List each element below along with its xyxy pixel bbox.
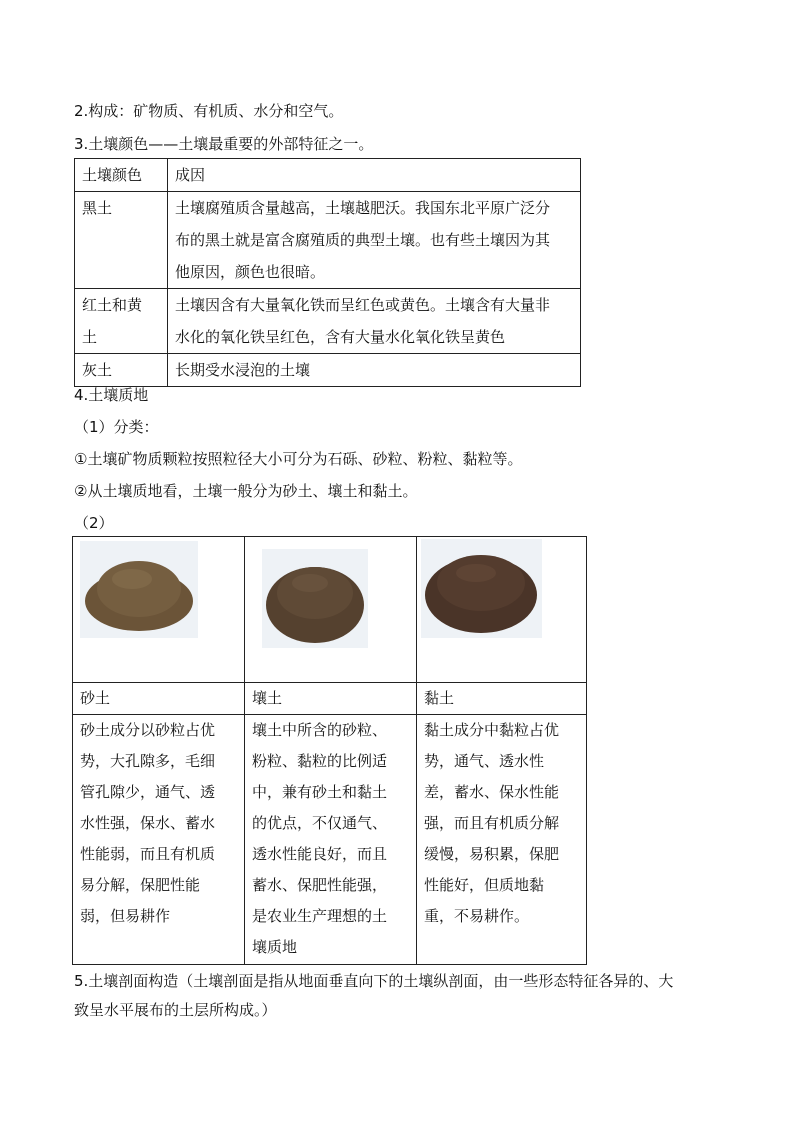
cell-line: 他原因，颜色也很暗。 (175, 263, 326, 281)
soil-name-cell: 黏土 (417, 683, 587, 715)
cell-line: 是农业生产理想的土 (252, 907, 388, 925)
soil-highlight (112, 569, 152, 589)
cell-line: 强，而且有机质分解 (424, 814, 560, 832)
header-cell: 成因 (168, 159, 581, 192)
cell-line: 土壤因含有大量氧化铁而呈红色或黄色。土壤含有大量非 (175, 296, 551, 314)
cause-cell (168, 289, 581, 354)
soil-pile-top (437, 555, 525, 611)
soil-highlight (456, 564, 496, 582)
cause-cell (168, 354, 581, 387)
color-cell (75, 289, 168, 354)
soil-desc-cell (245, 715, 417, 965)
cell-line: 缓慢，易积累，保肥 (424, 845, 560, 863)
cell-line: 透水性能良好，而且 (252, 845, 388, 863)
color-cell (75, 354, 168, 387)
cell-line: 中，兼有砂土和黏土 (252, 783, 388, 801)
cell-line: 土壤腐殖质含量越高，土壤越肥沃。我国东北平原广泛分 (175, 199, 551, 217)
color-heading: 3.土壤颜色——土壤最重要的外部特征之一。 (74, 135, 374, 153)
soil-color-table (74, 158, 581, 387)
cell-line: 壤土中所含的砂粒、 (252, 721, 388, 739)
table-header-row (75, 159, 581, 192)
cell-line: 性能好，但质地黏 (424, 876, 545, 894)
soil-desc-cell (417, 715, 587, 965)
cause-cell (168, 192, 581, 289)
texture-heading: 4.土壤质地 (74, 386, 149, 404)
cell-line: 水性强，保水、蓄水 (80, 814, 216, 832)
table-header-row (73, 683, 587, 715)
cell-line: 黏土成分中黏粒占优 (424, 721, 560, 739)
cell-line: 黑土 (82, 199, 113, 217)
cell-line: 性能弱，而且有机质 (80, 845, 216, 863)
cell-line: 长期受水浸泡的土壤 (175, 361, 311, 379)
sub2-heading: （2） (74, 514, 114, 532)
cell-line: 蓄水、保肥性能强， (252, 876, 388, 894)
cell-line: 红土和黄 (82, 296, 143, 314)
composition-line: 2.构成：矿物质、有机质、水分和空气。 (74, 102, 344, 120)
table-row (73, 715, 587, 965)
table-row (75, 354, 581, 387)
profile-line-1: 5.土壤剖面构造（土壤剖面是指从地面垂直向下的土壤纵剖面，由一些形态特征各异的、大 (74, 972, 674, 990)
cell-line: 砂土成分以砂粒占优 (80, 721, 216, 739)
table-row (75, 289, 581, 354)
header-cell: 土壤颜色 (75, 159, 168, 192)
cell-line: 土 (82, 328, 98, 346)
table-row (75, 192, 581, 289)
cell-line: 水化的氧化铁呈红色，含有大量水化氧化铁呈黄色 (175, 328, 506, 346)
loam-soil-photo (262, 549, 368, 648)
profile-line-2: 致呈水平展布的土层所构成。） (74, 1001, 277, 1019)
soil-name-cell: 砂土 (73, 683, 245, 715)
cell-line: 壤质地 (252, 938, 298, 956)
cell-line: 弱，但易耕作 (80, 907, 171, 925)
color-cell (75, 192, 168, 289)
cell-line: 的优点，不仅通气、 (252, 814, 388, 832)
cell-line: 重，不易耕作。 (424, 907, 530, 925)
soil-pile-top (97, 561, 181, 617)
cell-line: 布的黑土就是富含腐殖质的典型土壤。也有些土壤因为其 (175, 231, 551, 249)
cell-line: 易分解，保肥性能 (80, 876, 201, 894)
sandy-soil-photo (80, 541, 198, 638)
cell-line: 差，蓄水、保水性能 (424, 783, 560, 801)
soil-name-cell: 壤土 (245, 683, 417, 715)
classify-line-2: ②从土壤质地看，土壤一般分为砂土、壤土和黏土。 (74, 482, 418, 500)
classify-heading: （1）分类： (74, 418, 159, 436)
soil-desc-cell (73, 715, 245, 965)
classify-line-1: ①土壤矿物质颗粒按照粒径大小可分为石砾、砂粒、粉粒、黏粒等。 (74, 450, 523, 468)
cell-line: 势，大孔隙多，毛细 (80, 752, 216, 770)
cell-line: 势，通气、透水性 (424, 752, 545, 770)
clay-soil-photo (421, 539, 542, 638)
soil-highlight (292, 574, 328, 592)
cell-line: 粉粒、黏粒的比例适 (252, 752, 388, 770)
cell-line: 灰土 (82, 361, 113, 379)
cell-line: 管孔隙少，通气、透 (80, 783, 216, 801)
